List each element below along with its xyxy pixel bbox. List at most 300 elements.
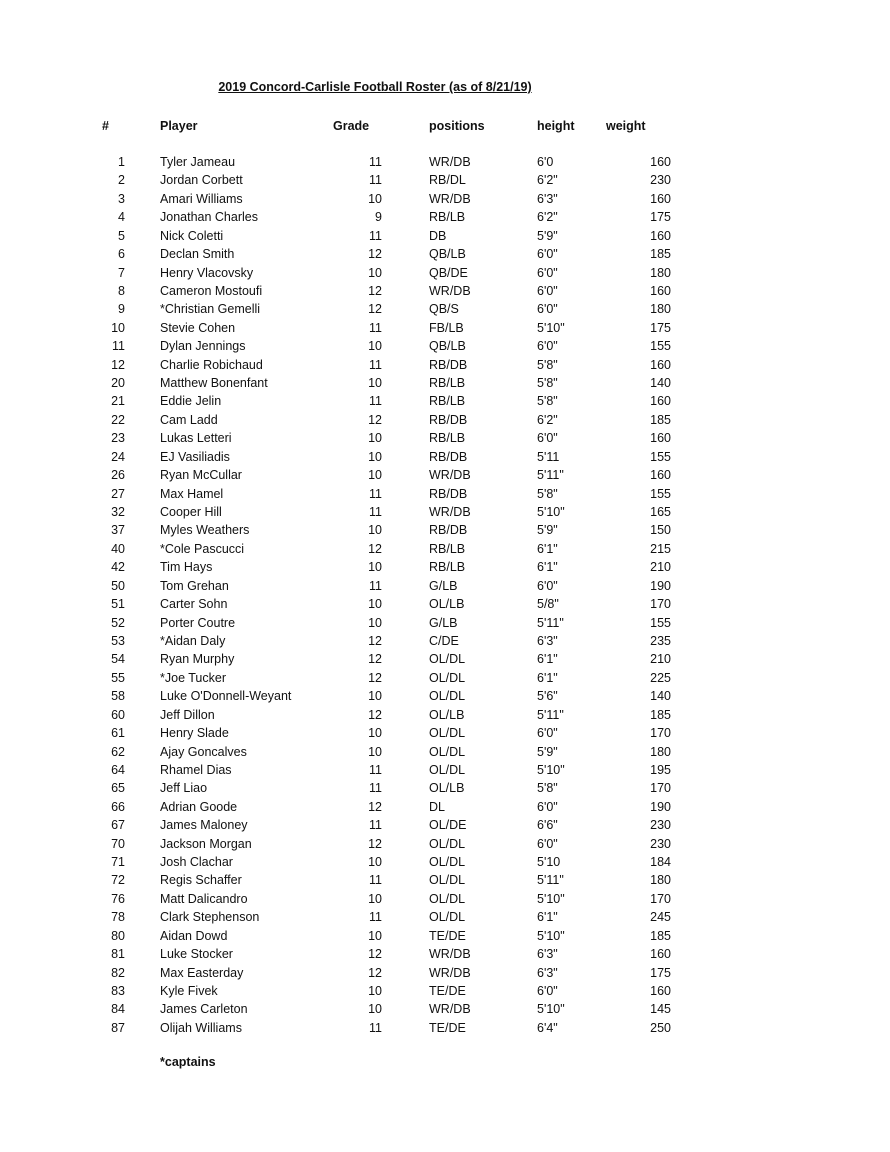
player-weight: 180 bbox=[650, 302, 671, 317]
player-name: Myles Weathers bbox=[160, 523, 250, 538]
player-grade: 11 bbox=[369, 173, 382, 188]
player-number: 80 bbox=[111, 928, 125, 943]
player-positions: OL/DL bbox=[429, 891, 466, 906]
player-weight: 165 bbox=[650, 505, 671, 520]
player-number: 51 bbox=[111, 597, 125, 612]
player-positions: RB/LB bbox=[429, 394, 466, 409]
player-name: Aidan Dowd bbox=[160, 928, 228, 943]
player-positions: WR/DB bbox=[429, 283, 471, 298]
player-positions: WR/DB bbox=[429, 155, 471, 169]
player-height: 6'3" bbox=[537, 965, 558, 980]
player-name: Matt Dalicandro bbox=[160, 891, 248, 906]
table-row bbox=[0, 375, 890, 393]
player-weight: 160 bbox=[650, 155, 671, 169]
table-row bbox=[0, 872, 890, 890]
player-number: 32 bbox=[111, 505, 125, 520]
player-grade: 10 bbox=[368, 449, 382, 464]
table-row bbox=[0, 172, 890, 190]
player-positions: OL/LB bbox=[429, 597, 465, 612]
player-number: 71 bbox=[111, 855, 125, 870]
player-grade: 12 bbox=[368, 541, 382, 556]
player-height: 5'11" bbox=[537, 873, 564, 888]
player-positions: RB/DB bbox=[429, 486, 468, 501]
player-number: 5 bbox=[118, 228, 125, 243]
player-name: Regis Schaffer bbox=[160, 873, 242, 888]
player-name: EJ Vasiliadis bbox=[160, 449, 230, 464]
table-row bbox=[0, 246, 890, 264]
player-weight: 170 bbox=[650, 891, 671, 906]
table-row bbox=[0, 559, 890, 577]
player-grade: 11 bbox=[369, 818, 382, 833]
table-row bbox=[0, 578, 890, 596]
table-row bbox=[0, 891, 890, 909]
player-weight: 160 bbox=[650, 357, 671, 372]
player-positions: OL/DL bbox=[429, 744, 466, 759]
player-weight: 155 bbox=[650, 339, 671, 354]
player-number: 1 bbox=[118, 155, 125, 169]
player-grade: 12 bbox=[368, 302, 382, 317]
table-row bbox=[0, 615, 890, 633]
player-name: Max Easterday bbox=[160, 965, 244, 980]
player-name: Cameron Mostoufi bbox=[160, 283, 263, 298]
player-weight: 190 bbox=[650, 578, 671, 593]
player-height: 6'0" bbox=[537, 302, 558, 317]
player-weight: 175 bbox=[650, 965, 671, 980]
player-name: Lukas Letteri bbox=[160, 431, 232, 446]
player-positions: G/LB bbox=[429, 615, 458, 630]
table-row bbox=[0, 909, 890, 927]
player-number: 2 bbox=[118, 173, 125, 188]
player-height: 6'1" bbox=[537, 910, 558, 925]
player-name: Henry Vlacovsky bbox=[160, 265, 254, 280]
player-name: Nick Coletti bbox=[160, 228, 224, 243]
player-grade: 12 bbox=[368, 283, 382, 298]
player-height: 6'3" bbox=[537, 191, 558, 206]
player-height: 6'2" bbox=[537, 210, 558, 225]
player-number: 78 bbox=[111, 910, 125, 925]
header-weight: weight bbox=[606, 119, 646, 133]
player-height: 6'0 bbox=[537, 155, 554, 169]
player-number: 72 bbox=[111, 873, 125, 888]
player-name: James Carleton bbox=[160, 1002, 248, 1017]
player-weight: 175 bbox=[650, 210, 671, 225]
player-positions: TE/DE bbox=[429, 983, 466, 998]
header-positions: positions bbox=[429, 119, 485, 133]
player-name: Jackson Morgan bbox=[160, 836, 252, 851]
player-height: 6'2" bbox=[537, 412, 558, 427]
player-height: 6'0" bbox=[537, 283, 558, 298]
table-header bbox=[0, 118, 890, 134]
player-positions: OL/DL bbox=[429, 652, 466, 667]
player-grade: 10 bbox=[368, 928, 382, 943]
player-name: *Christian Gemelli bbox=[160, 302, 261, 317]
player-height: 5'8" bbox=[537, 781, 558, 796]
player-number: 84 bbox=[111, 1002, 125, 1017]
player-grade: 11 bbox=[369, 394, 382, 409]
player-positions: RB/DB bbox=[429, 523, 468, 538]
player-number: 52 bbox=[111, 615, 125, 630]
table-row bbox=[0, 983, 890, 1001]
player-weight: 155 bbox=[650, 449, 671, 464]
player-height: 6'0" bbox=[537, 265, 558, 280]
table-row bbox=[0, 338, 890, 356]
player-grade: 11 bbox=[369, 1020, 382, 1035]
player-grade: 10 bbox=[368, 744, 382, 759]
player-positions: DB bbox=[429, 228, 447, 243]
player-weight: 180 bbox=[650, 744, 671, 759]
player-positions: WR/DB bbox=[429, 191, 471, 206]
table-row bbox=[0, 946, 890, 964]
player-name: Eddie Jelin bbox=[160, 394, 222, 409]
player-positions: OL/DL bbox=[429, 873, 466, 888]
table-row bbox=[0, 301, 890, 319]
player-positions: WR/DB bbox=[429, 505, 471, 520]
player-positions: WR/DB bbox=[429, 468, 471, 483]
player-name: Jonathan Charles bbox=[160, 210, 258, 225]
player-positions: QB/LB bbox=[429, 247, 466, 262]
player-weight: 175 bbox=[650, 320, 671, 335]
player-height: 5'10" bbox=[537, 928, 565, 943]
roster-table bbox=[0, 154, 890, 1038]
player-name: Amari Williams bbox=[160, 191, 243, 206]
player-positions: G/LB bbox=[429, 578, 458, 593]
player-grade: 11 bbox=[369, 910, 382, 925]
player-weight: 235 bbox=[650, 633, 671, 648]
player-height: 6'0" bbox=[537, 339, 558, 354]
table-row bbox=[0, 522, 890, 540]
player-weight: 160 bbox=[650, 228, 671, 243]
captains-footnote: *captains bbox=[160, 1055, 216, 1069]
table-row bbox=[0, 836, 890, 854]
player-weight: 140 bbox=[650, 689, 671, 704]
player-number: 76 bbox=[111, 891, 125, 906]
player-name: Luke Stocker bbox=[160, 947, 233, 962]
table-row bbox=[0, 670, 890, 688]
player-height: 5'8" bbox=[537, 486, 558, 501]
player-name: Jordan Corbett bbox=[160, 173, 243, 188]
player-name: Clark Stephenson bbox=[160, 910, 260, 925]
player-number: 6 bbox=[118, 247, 125, 262]
table-row bbox=[0, 799, 890, 817]
player-number: 53 bbox=[111, 633, 125, 648]
player-name: *Cole Pascucci bbox=[160, 541, 245, 556]
player-grade: 11 bbox=[369, 781, 382, 796]
player-grade: 12 bbox=[368, 836, 382, 851]
player-weight: 155 bbox=[650, 615, 671, 630]
player-number: 64 bbox=[111, 762, 125, 777]
player-weight: 140 bbox=[650, 376, 671, 391]
player-positions: RB/LB bbox=[429, 376, 466, 391]
player-name: Max Hamel bbox=[160, 486, 224, 501]
player-height: 6'0" bbox=[537, 983, 558, 998]
table-row bbox=[0, 467, 890, 485]
player-positions: OL/DL bbox=[429, 689, 466, 704]
player-number: 9 bbox=[118, 302, 125, 317]
player-positions: FB/LB bbox=[429, 320, 464, 335]
player-height: 6'0" bbox=[537, 247, 558, 262]
player-height: 5'10" bbox=[537, 762, 565, 777]
player-weight: 210 bbox=[650, 560, 671, 575]
player-grade: 12 bbox=[368, 965, 382, 980]
player-name: Kyle Fivek bbox=[160, 983, 218, 998]
player-number: 11 bbox=[112, 339, 125, 354]
player-grade: 12 bbox=[368, 947, 382, 962]
player-grade: 10 bbox=[368, 191, 382, 206]
player-height: 5'6" bbox=[537, 689, 558, 704]
player-weight: 160 bbox=[650, 983, 671, 998]
player-height: 5'10" bbox=[537, 320, 565, 335]
player-weight: 250 bbox=[650, 1020, 671, 1035]
player-grade: 11 bbox=[369, 578, 382, 593]
player-grade: 12 bbox=[368, 633, 382, 648]
player-number: 66 bbox=[111, 799, 125, 814]
table-row bbox=[0, 854, 890, 872]
player-name: Dylan Jennings bbox=[160, 339, 246, 354]
table-row bbox=[0, 762, 890, 780]
player-positions: RB/DL bbox=[429, 173, 466, 188]
player-weight: 185 bbox=[650, 247, 671, 262]
player-grade: 10 bbox=[368, 523, 382, 538]
player-positions: RB/LB bbox=[429, 431, 466, 446]
player-height: 5'9" bbox=[537, 228, 558, 243]
player-grade: 10 bbox=[368, 726, 382, 741]
player-height: 6'1" bbox=[537, 652, 558, 667]
player-grade: 12 bbox=[368, 652, 382, 667]
player-grade: 12 bbox=[368, 670, 382, 685]
player-number: 87 bbox=[111, 1020, 125, 1035]
player-height: 5'11" bbox=[537, 468, 564, 483]
table-row bbox=[0, 928, 890, 946]
player-positions: OL/DE bbox=[429, 818, 467, 833]
player-positions: OL/DL bbox=[429, 836, 466, 851]
player-weight: 230 bbox=[650, 818, 671, 833]
player-grade: 10 bbox=[368, 376, 382, 391]
player-positions: OL/DL bbox=[429, 855, 466, 870]
player-weight: 185 bbox=[650, 707, 671, 722]
player-weight: 195 bbox=[650, 762, 671, 777]
player-positions: WR/DB bbox=[429, 947, 471, 962]
player-weight: 145 bbox=[650, 1002, 671, 1017]
player-positions: RB/LB bbox=[429, 560, 466, 575]
table-row bbox=[0, 651, 890, 669]
player-number: 12 bbox=[111, 357, 125, 372]
table-row bbox=[0, 1020, 890, 1038]
player-height: 5'11" bbox=[537, 615, 564, 630]
player-number: 37 bbox=[111, 523, 125, 538]
player-grade: 10 bbox=[368, 560, 382, 575]
player-name: Luke O'Donnell-Weyant bbox=[160, 689, 292, 704]
table-row bbox=[0, 725, 890, 743]
player-positions: OL/LB bbox=[429, 781, 465, 796]
player-name: Tim Hays bbox=[160, 560, 213, 575]
player-height: 6'0" bbox=[537, 431, 558, 446]
player-grade: 11 bbox=[369, 155, 382, 169]
player-number: 54 bbox=[111, 652, 125, 667]
player-grade: 10 bbox=[368, 265, 382, 280]
header-height: height bbox=[537, 119, 575, 133]
table-row bbox=[0, 283, 890, 301]
player-number: 60 bbox=[111, 707, 125, 722]
player-weight: 150 bbox=[650, 523, 671, 538]
player-name: Rhamel Dias bbox=[160, 762, 232, 777]
player-name: Henry Slade bbox=[160, 726, 229, 741]
table-row bbox=[0, 596, 890, 614]
player-grade: 10 bbox=[368, 689, 382, 704]
table-row bbox=[0, 393, 890, 411]
player-number: 23 bbox=[111, 431, 125, 446]
player-number: 40 bbox=[111, 541, 125, 556]
player-height: 6'0" bbox=[537, 726, 558, 741]
player-number: 27 bbox=[111, 486, 125, 501]
player-name: Cam Ladd bbox=[160, 412, 218, 427]
player-height: 6'3" bbox=[537, 633, 558, 648]
player-number: 65 bbox=[111, 781, 125, 796]
player-grade: 11 bbox=[369, 320, 382, 335]
player-grade: 10 bbox=[368, 615, 382, 630]
player-name: Porter Coutre bbox=[160, 615, 236, 630]
player-grade: 9 bbox=[375, 210, 382, 225]
player-positions: WR/DB bbox=[429, 965, 471, 980]
player-height: 5'11 bbox=[537, 449, 560, 464]
table-row bbox=[0, 357, 890, 375]
player-height: 6'0" bbox=[537, 799, 558, 814]
player-height: 6'0" bbox=[537, 836, 558, 851]
player-height: 5'9" bbox=[537, 523, 558, 538]
player-grade: 12 bbox=[368, 707, 382, 722]
table-row bbox=[0, 504, 890, 522]
player-height: 5'10" bbox=[537, 1002, 565, 1017]
player-name: James Maloney bbox=[160, 818, 248, 833]
player-grade: 11 bbox=[369, 486, 382, 501]
table-row bbox=[0, 633, 890, 651]
player-weight: 180 bbox=[650, 873, 671, 888]
page-title: 2019 Concord-Carlisle Football Roster (as of 8/21/19) bbox=[218, 80, 532, 94]
player-weight: 185 bbox=[650, 928, 671, 943]
player-number: 26 bbox=[111, 468, 125, 483]
player-positions: OL/DL bbox=[429, 762, 466, 777]
player-height: 5'8" bbox=[537, 357, 558, 372]
player-grade: 10 bbox=[368, 891, 382, 906]
player-grade: 12 bbox=[368, 412, 382, 427]
player-number: 24 bbox=[111, 449, 125, 464]
player-number: 21 bbox=[111, 394, 125, 409]
table-row bbox=[0, 707, 890, 725]
table-row bbox=[0, 486, 890, 504]
table-row bbox=[0, 154, 890, 172]
table-row bbox=[0, 541, 890, 559]
player-height: 6'6" bbox=[537, 818, 558, 833]
header-player: Player bbox=[160, 119, 198, 133]
player-weight: 185 bbox=[650, 412, 671, 427]
player-name: Tyler Jameau bbox=[160, 155, 236, 169]
player-number: 82 bbox=[111, 965, 125, 980]
player-height: 6'2" bbox=[537, 173, 558, 188]
table-row bbox=[0, 320, 890, 338]
player-positions: RB/DB bbox=[429, 357, 468, 372]
player-number: 50 bbox=[111, 578, 125, 593]
player-grade: 11 bbox=[369, 762, 382, 777]
player-height: 5'8" bbox=[537, 376, 558, 391]
player-height: 5'11" bbox=[537, 707, 564, 722]
table-row bbox=[0, 965, 890, 983]
player-height: 6'1" bbox=[537, 541, 558, 556]
player-grade: 10 bbox=[368, 339, 382, 354]
player-weight: 180 bbox=[650, 265, 671, 280]
player-weight: 160 bbox=[650, 947, 671, 962]
player-grade: 11 bbox=[369, 228, 382, 243]
player-name: Ryan Murphy bbox=[160, 652, 235, 667]
player-name: Charlie Robichaud bbox=[160, 357, 263, 372]
player-grade: 10 bbox=[368, 468, 382, 483]
player-weight: 230 bbox=[650, 173, 671, 188]
player-weight: 170 bbox=[650, 781, 671, 796]
player-weight: 160 bbox=[650, 468, 671, 483]
player-grade: 11 bbox=[369, 357, 382, 372]
player-height: 6'0" bbox=[537, 578, 558, 593]
player-weight: 230 bbox=[650, 836, 671, 851]
player-height: 5'10 bbox=[537, 855, 561, 870]
player-name: Cooper Hill bbox=[160, 505, 222, 520]
player-weight: 170 bbox=[650, 597, 671, 612]
player-number: 83 bbox=[111, 983, 125, 998]
player-name: Matthew Bonenfant bbox=[160, 376, 268, 391]
player-name: Jeff Dillon bbox=[160, 707, 215, 722]
player-positions: QB/LB bbox=[429, 339, 466, 354]
player-name: Adrian Goode bbox=[160, 799, 238, 814]
player-grade: 10 bbox=[368, 983, 382, 998]
player-name: *Aidan Daly bbox=[160, 633, 226, 648]
table-row bbox=[0, 688, 890, 706]
player-number: 7 bbox=[118, 265, 125, 280]
player-height: 6'4" bbox=[537, 1020, 558, 1035]
table-row bbox=[0, 1001, 890, 1019]
header-number: # bbox=[102, 119, 109, 133]
player-name: Ryan McCullar bbox=[160, 468, 242, 483]
player-name: Ajay Goncalves bbox=[160, 744, 247, 759]
player-number: 70 bbox=[111, 836, 125, 851]
player-weight: 210 bbox=[650, 652, 671, 667]
player-positions: RB/LB bbox=[429, 541, 466, 556]
player-weight: 245 bbox=[650, 910, 671, 925]
player-number: 67 bbox=[111, 818, 125, 833]
player-weight: 190 bbox=[650, 799, 671, 814]
player-number: 22 bbox=[111, 412, 125, 427]
player-positions: WR/DB bbox=[429, 1002, 471, 1017]
player-positions: TE/DE bbox=[429, 1020, 466, 1035]
player-height: 5'9" bbox=[537, 744, 558, 759]
player-name: Stevie Cohen bbox=[160, 320, 236, 335]
table-row bbox=[0, 412, 890, 430]
player-name: *Joe Tucker bbox=[160, 670, 227, 685]
player-number: 4 bbox=[118, 210, 125, 225]
player-name: Josh Clachar bbox=[160, 855, 233, 870]
header-grade: Grade bbox=[333, 119, 370, 133]
player-number: 42 bbox=[111, 560, 125, 575]
player-weight: 160 bbox=[650, 283, 671, 298]
table-row bbox=[0, 817, 890, 835]
player-positions: RB/DB bbox=[429, 449, 468, 464]
player-positions: RB/DB bbox=[429, 412, 468, 427]
player-weight: 184 bbox=[650, 855, 671, 870]
player-number: 81 bbox=[111, 947, 125, 962]
player-grade: 10 bbox=[368, 431, 382, 446]
table-row bbox=[0, 228, 890, 246]
player-positions: OL/DL bbox=[429, 670, 466, 685]
player-weight: 225 bbox=[650, 670, 671, 685]
player-name: Tom Grehan bbox=[160, 578, 229, 593]
player-grade: 12 bbox=[368, 799, 382, 814]
player-name: Jeff Liao bbox=[160, 781, 208, 796]
